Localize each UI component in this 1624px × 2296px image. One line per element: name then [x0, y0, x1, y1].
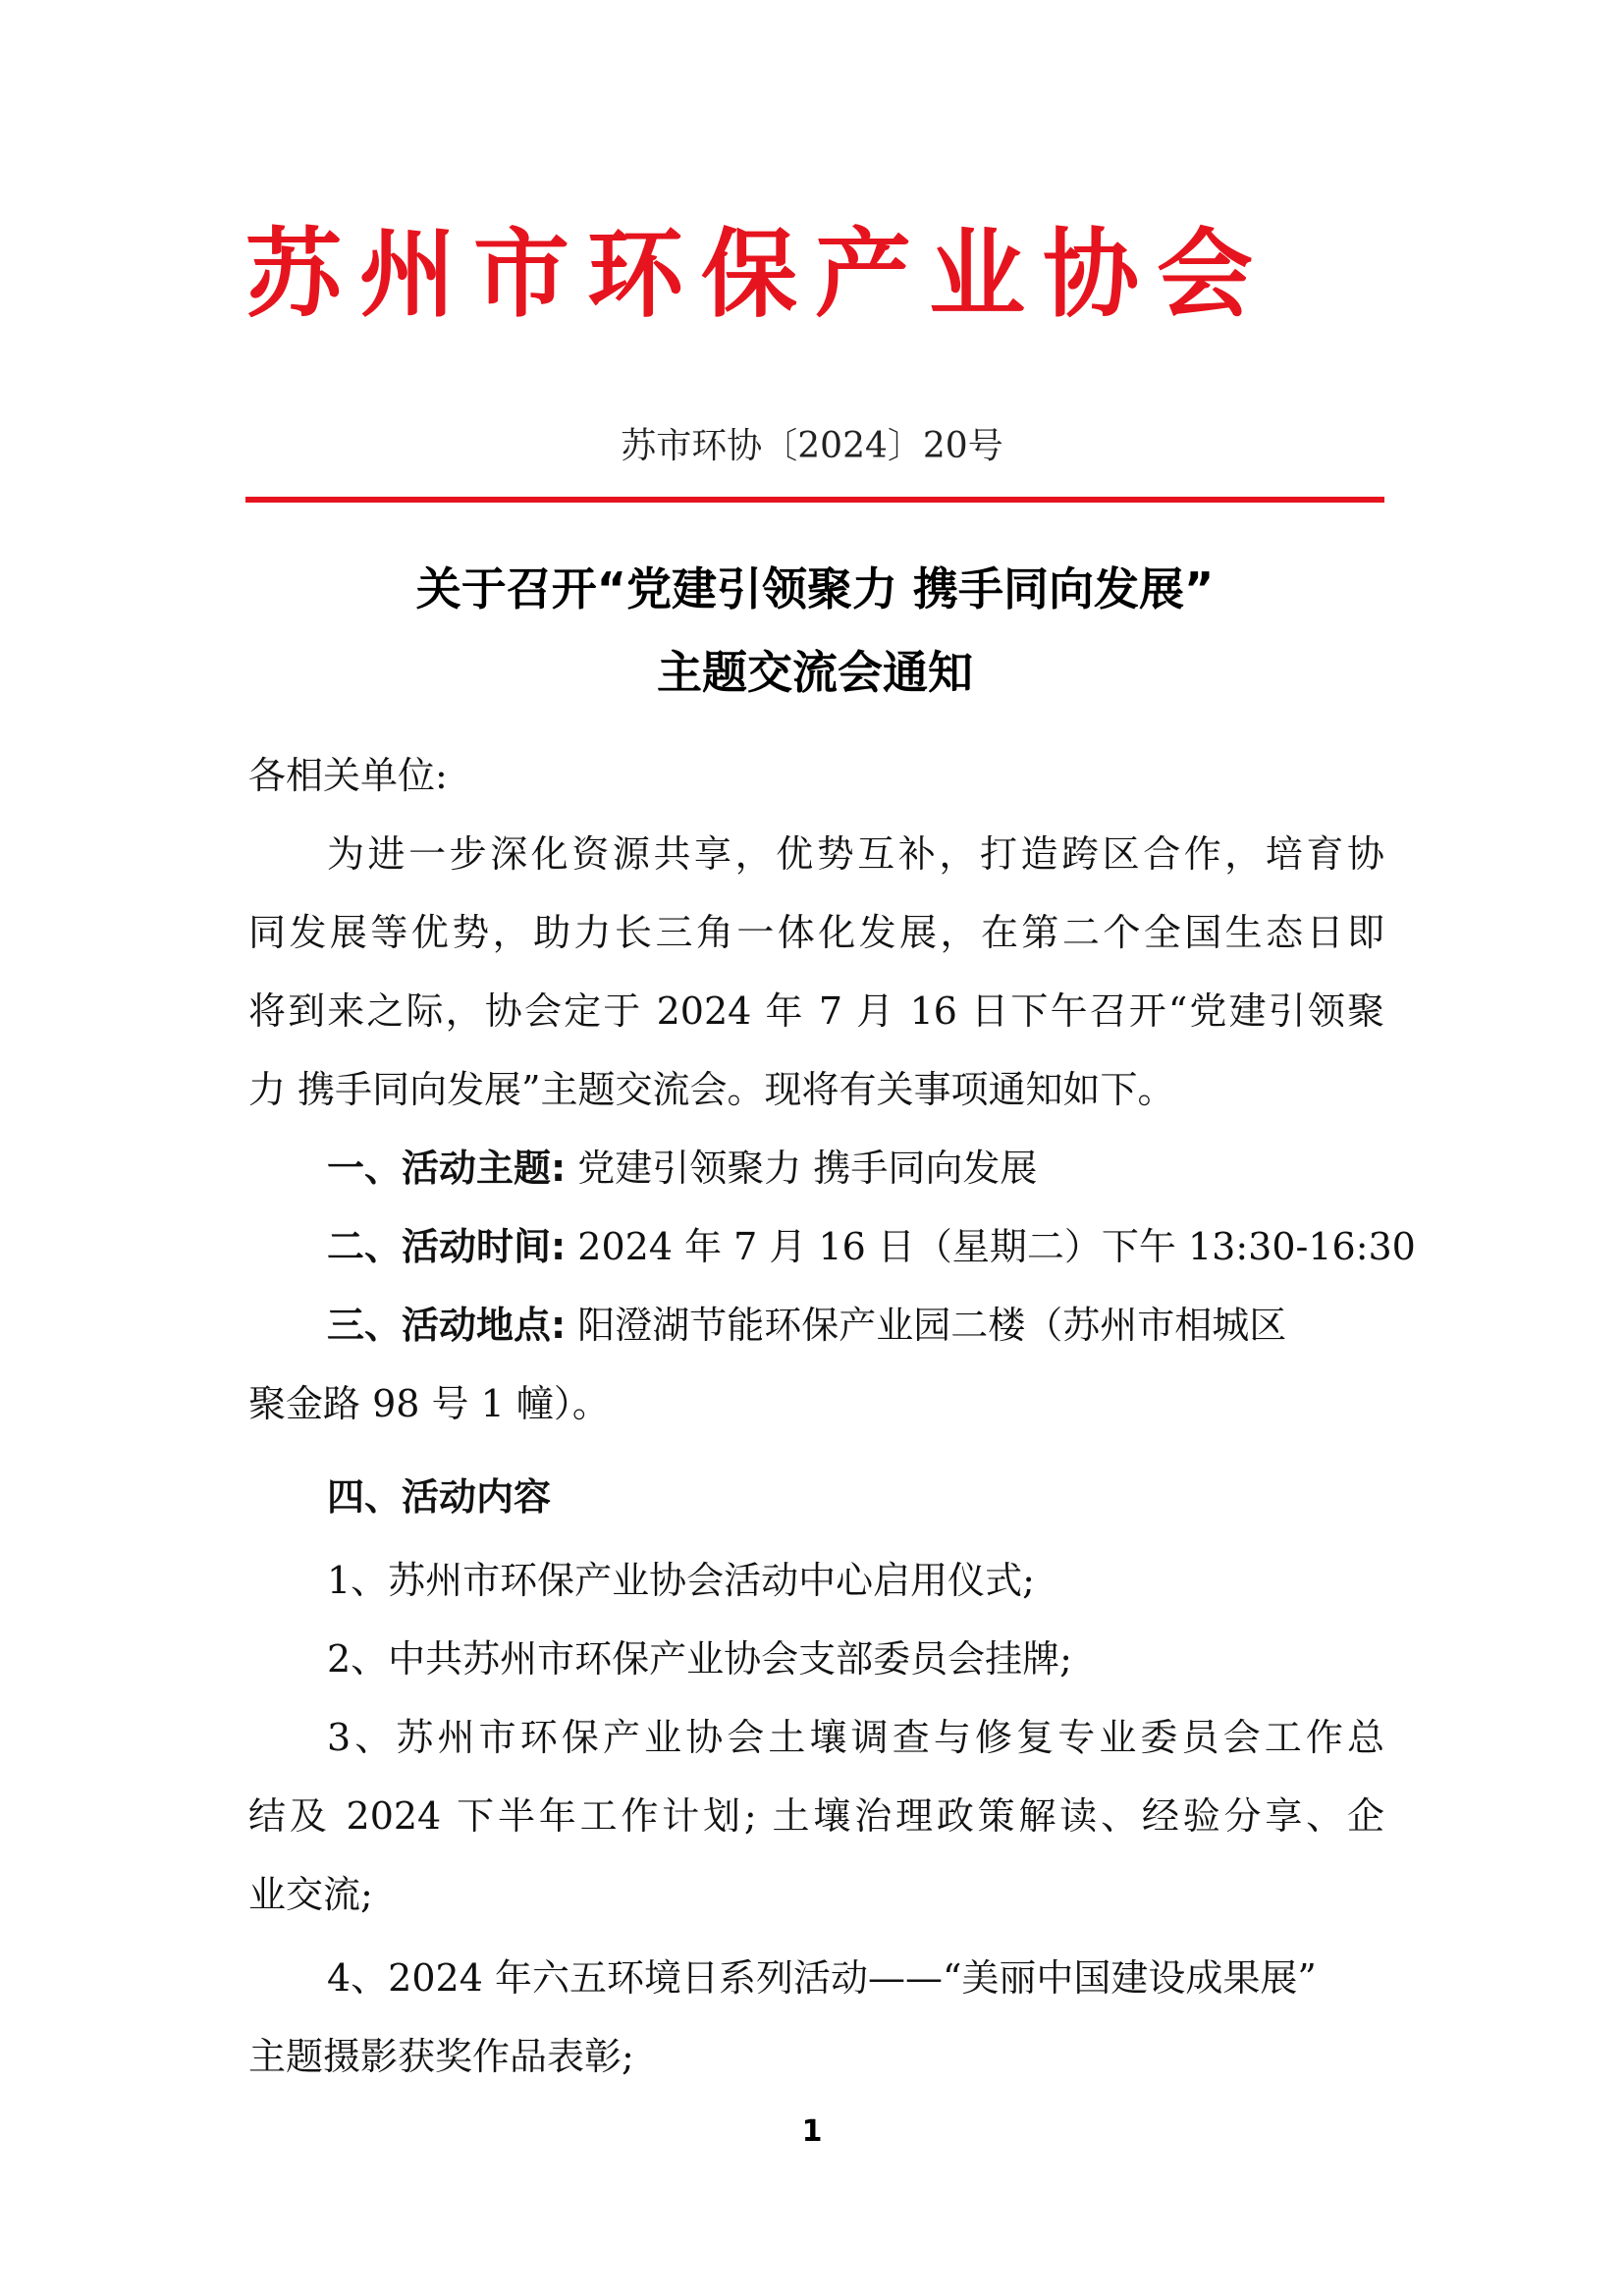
content-item-3-line-3: 业交流;	[248, 1873, 373, 1916]
intro-line-2: 同发展等优势，助力长三角一体化发展，在第二个全国生态日即	[248, 911, 1384, 954]
section-theme-value: 党建引领聚力 携手同向发展	[566, 1147, 1038, 1190]
content-item-1: 1、苏州市环保产业协会活动中心启用仪式;	[327, 1559, 1035, 1602]
document-number: 苏市环协〔2024〕20号	[621, 426, 1003, 466]
content-item-3-line-2: 结及 2024 下半年工作计划; 土壤治理政策解读、经验分享、企	[248, 1794, 1384, 1838]
notice-title-line-2: 主题交流会通知	[657, 646, 973, 699]
notice-title-line-1: 关于召开“党建引领聚力 携手同向发展”	[415, 562, 1215, 615]
section-time	[327, 1217, 1416, 1276]
content-item-2: 2、中共苏州市环保产业协会支部委员会挂牌;	[327, 1637, 1072, 1681]
section-content-label: 四、活动内容	[327, 1475, 552, 1519]
section-time-value: 2024 年 7 月 16 日（星期二）下午 13:30-16:30	[566, 1225, 1416, 1268]
section-place-value-line-2: 聚金路 98 号 1 幢）。	[248, 1382, 610, 1425]
intro-line-1: 为进一步深化资源共享，优势互补，打造跨区合作，培育协	[327, 832, 1384, 876]
section-content	[327, 1468, 1384, 1526]
content-item-4-line-1: 4、2024 年六五环境日系列活动——“美丽中国建设成果展”	[327, 1956, 1317, 2000]
section-theme-label: 一、活动主题:	[327, 1147, 567, 1190]
section-place-value-line-1: 阳澄湖节能环保产业园二楼（苏州市相城区	[566, 1304, 1287, 1347]
org-name-heading: 苏州市环保产业协会	[245, 219, 1272, 331]
content-item-4-line-2: 主题摄影获奖作品表彰;	[248, 2035, 634, 2078]
section-theme	[327, 1139, 1384, 1198]
content-item-3-line-1: 3、苏州市环保产业协会土壤调查与修复专业委员会工作总	[327, 1716, 1384, 1759]
intro-line-3: 将到来之际，协会定于 2024 年 7 月 16 日下午召开“党建引领聚	[248, 989, 1384, 1033]
salutation: 各相关单位:	[248, 754, 448, 797]
page-number: 1	[801, 2114, 823, 2149]
intro-line-4: 力 携手同向发展”主题交流会。现将有关事项通知如下。	[248, 1068, 1175, 1111]
section-time-label: 二、活动时间:	[327, 1225, 567, 1268]
section-place	[327, 1296, 1384, 1355]
section-place-label: 三、活动地点:	[327, 1304, 567, 1347]
red-divider-rule	[245, 497, 1384, 503]
